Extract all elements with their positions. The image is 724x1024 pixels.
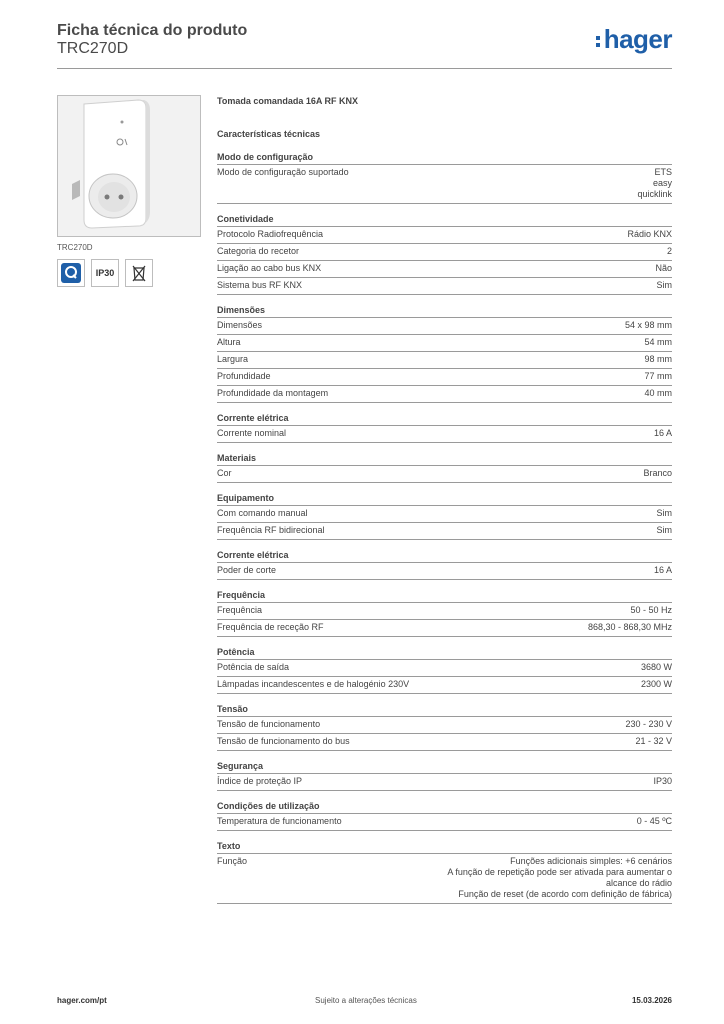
spec-value xyxy=(302,776,672,787)
spec-value xyxy=(289,662,672,673)
spec-value-line: Não xyxy=(655,263,672,273)
spec-row xyxy=(217,506,672,523)
spec-value-line: alcance do rádio xyxy=(605,878,672,888)
spec-key: Modo de configuração suportado xyxy=(217,167,349,177)
spec-value xyxy=(321,263,672,274)
product-name: Tomada comandada 16A RF KNX xyxy=(217,96,359,106)
spec-row xyxy=(217,369,672,386)
ip30-badge: IP30 xyxy=(91,259,119,287)
spec-row xyxy=(217,227,672,244)
spec-value-line: 16 A xyxy=(653,428,672,438)
spec-key: Temperatura de funcionamento xyxy=(217,816,342,826)
spec-value-line: Branco xyxy=(643,468,672,478)
spec-section xyxy=(217,841,672,904)
spec-value-line: 2300 W xyxy=(640,679,672,689)
spec-value xyxy=(302,280,672,291)
section-title: Frequência xyxy=(217,590,672,603)
spec-value-line: quicklink xyxy=(637,189,672,199)
spec-section xyxy=(217,761,672,791)
spec-value xyxy=(232,468,672,479)
spec-row xyxy=(217,426,672,443)
spec-value xyxy=(262,320,672,331)
spec-row xyxy=(217,854,672,904)
spec-value xyxy=(308,508,672,519)
spec-section xyxy=(217,550,672,580)
spec-value xyxy=(247,856,672,900)
spec-key: Ligação ao cabo bus KNX xyxy=(217,263,322,273)
spec-key: Cor xyxy=(217,468,232,478)
spec-value-line: 0 - 45 ºC xyxy=(636,816,672,826)
product-image xyxy=(57,95,201,237)
product-code: TRC270D xyxy=(57,40,129,57)
spec-key: Corrente nominal xyxy=(217,428,287,438)
spec-value-line: 3680 W xyxy=(640,662,672,672)
spec-value-line: easy xyxy=(652,178,672,188)
spec-section xyxy=(217,305,672,403)
spec-section xyxy=(217,152,672,204)
spec-row xyxy=(217,677,672,694)
spec-key: Com comando manual xyxy=(217,508,308,518)
socket-illustration xyxy=(58,96,200,236)
section-title: Modo de configuração xyxy=(217,152,672,165)
spec-value-line: 54 x 98 mm xyxy=(624,320,672,330)
spec-value-line: 230 - 230 V xyxy=(625,719,672,729)
spec-row xyxy=(217,774,672,791)
spec-section xyxy=(217,801,672,831)
spec-section xyxy=(217,493,672,540)
spec-row xyxy=(217,717,672,734)
spec-value-line: ETS xyxy=(654,167,672,177)
spec-value-line: Sim xyxy=(656,525,672,535)
spec-key: Frequência de receção RF xyxy=(217,622,324,632)
logo-text: hager xyxy=(603,24,672,54)
spec-section xyxy=(217,413,672,443)
spec-sheet xyxy=(217,93,672,914)
spec-row xyxy=(217,466,672,483)
spec-key: Sistema bus RF KNX xyxy=(217,280,303,290)
spec-value-line: Sim xyxy=(656,508,672,518)
section-title: Dimensões xyxy=(217,305,672,318)
page-title: Ficha técnica do produto xyxy=(57,22,248,39)
spec-section xyxy=(217,590,672,637)
spec-key: Frequência RF bidirecional xyxy=(217,525,325,535)
spec-key: Tensão de funcionamento xyxy=(217,719,321,729)
spec-value-line: 98 mm xyxy=(644,354,672,364)
spec-key: Frequência xyxy=(217,605,263,615)
certification-badges xyxy=(57,259,201,287)
spec-key: Poder de corte xyxy=(217,565,277,575)
spec-value-line: 16 A xyxy=(653,565,672,575)
logo-dots-icon xyxy=(596,33,602,50)
footer-notice: Sujeito a alterações técnicas xyxy=(315,996,417,1005)
spec-value-line: 54 mm xyxy=(644,337,672,347)
weee-bin-icon xyxy=(125,259,153,287)
spec-value xyxy=(276,565,672,576)
section-title: Segurança xyxy=(217,761,672,774)
spec-heading: Características técnicas xyxy=(217,129,321,139)
section-title: Tensão xyxy=(217,704,672,717)
spec-key: Largura xyxy=(217,354,249,364)
section-title: Corrente elétrica xyxy=(217,550,672,563)
spec-row xyxy=(217,261,672,278)
spec-value-line: Rádio KNX xyxy=(627,229,672,239)
footer-date: 15.03.2026 xyxy=(631,996,672,1005)
spec-value-line: 50 - 50 Hz xyxy=(630,605,672,615)
spec-value xyxy=(241,337,672,348)
spec-key: Dimensões xyxy=(217,320,263,330)
section-title: Condições de utilização xyxy=(217,801,672,814)
spec-value xyxy=(324,622,672,633)
spec-value xyxy=(299,246,672,257)
spec-value xyxy=(325,525,672,536)
spec-key: Lâmpadas incandescentes e de halogénio 230V xyxy=(217,679,410,689)
spec-value-line: 2 xyxy=(666,246,672,256)
spec-value xyxy=(286,428,672,439)
section-title: Corrente elétrica xyxy=(217,413,672,426)
spec-section xyxy=(217,647,672,694)
spec-row xyxy=(217,660,672,677)
spec-value-line: Funções adicionais simples: +6 cenários xyxy=(510,856,672,866)
spec-value-line: Sim xyxy=(656,280,672,290)
quicklink-badge-icon xyxy=(57,259,85,287)
spec-sections xyxy=(217,152,672,904)
spec-value-line: 21 - 32 V xyxy=(635,736,672,746)
spec-row xyxy=(217,814,672,831)
spec-section xyxy=(217,453,672,483)
spec-value xyxy=(350,736,672,747)
section-title: Potência xyxy=(217,647,672,660)
spec-key: Profundidade xyxy=(217,371,271,381)
spec-value-line: A função de repetição pode ser ativada para aumentar o xyxy=(447,867,672,877)
spec-value-line: Função de reset (de acordo com definição de fábrica) xyxy=(458,889,672,899)
spec-value xyxy=(271,371,672,382)
spec-row xyxy=(217,620,672,637)
spec-value-line: IP30 xyxy=(653,776,672,786)
spec-key: Função xyxy=(217,856,248,866)
spec-row xyxy=(217,165,672,204)
spec-row xyxy=(217,603,672,620)
spec-value xyxy=(320,719,672,730)
spec-row xyxy=(217,335,672,352)
spec-section xyxy=(217,214,672,295)
spec-key: Protocolo Radiofrequência xyxy=(217,229,324,239)
section-title: Equipamento xyxy=(217,493,672,506)
spec-key: Tensão de funcionamento do bus xyxy=(217,736,350,746)
hager-logo xyxy=(596,24,672,55)
spec-value-line: 77 mm xyxy=(644,371,672,381)
spec-key: Índice de proteção IP xyxy=(217,776,303,786)
spec-value xyxy=(349,167,672,200)
section-title: Materiais xyxy=(217,453,672,466)
spec-row xyxy=(217,734,672,751)
product-image-label: TRC270D xyxy=(57,243,93,252)
spec-key: Categoria do recetor xyxy=(217,246,300,256)
spec-row xyxy=(217,318,672,335)
spec-value xyxy=(342,816,672,827)
spec-row xyxy=(217,352,672,369)
spec-row xyxy=(217,563,672,580)
spec-section xyxy=(217,704,672,751)
spec-key: Altura xyxy=(217,337,241,347)
footer-website: hager.com/pt xyxy=(57,996,107,1005)
spec-value xyxy=(323,229,672,240)
product-panel xyxy=(57,95,201,287)
spec-key: Profundidade da montagem xyxy=(217,388,329,398)
spec-row xyxy=(217,244,672,261)
spec-value-line: 868,30 - 868,30 MHz xyxy=(587,622,672,632)
spec-row xyxy=(217,278,672,295)
spec-value xyxy=(409,679,672,690)
spec-row xyxy=(217,523,672,540)
spec-value xyxy=(262,605,672,616)
spec-value xyxy=(248,354,672,365)
section-title: Texto xyxy=(217,841,672,854)
spec-value-line: 40 mm xyxy=(644,388,672,398)
spec-row xyxy=(217,386,672,403)
spec-value xyxy=(328,388,672,399)
page-header xyxy=(57,20,672,69)
spec-key: Potência de saída xyxy=(217,662,290,672)
section-title: Conetividade xyxy=(217,214,672,227)
